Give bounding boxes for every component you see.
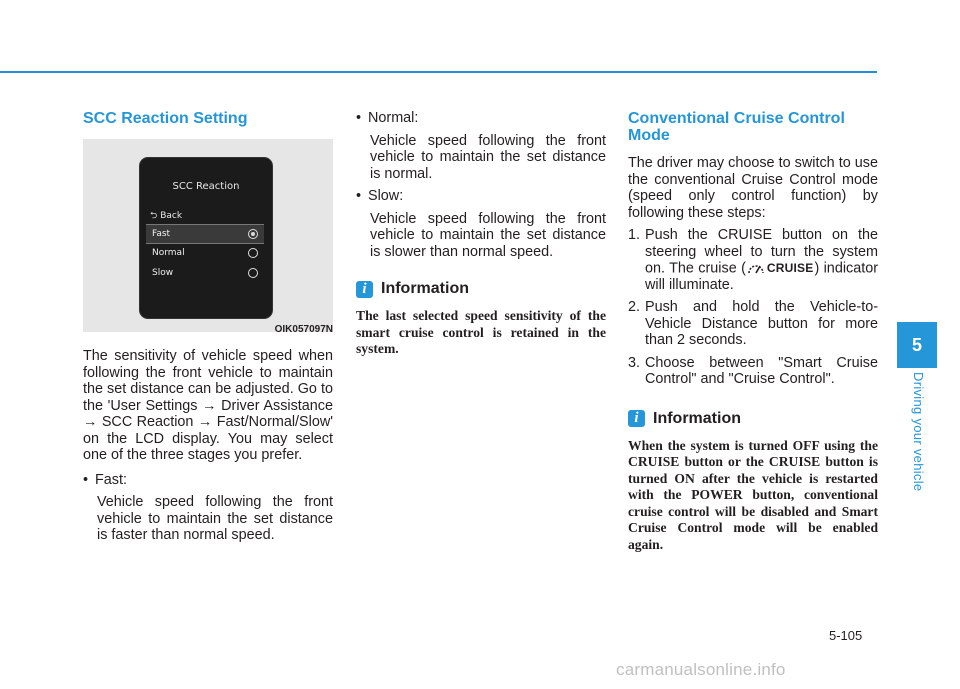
lcd-option-normal	[146, 244, 264, 262]
bullet-label: Fast:	[95, 471, 127, 488]
info-icon: i	[628, 410, 645, 427]
sensitivity-paragraph: The sensitivity of vehicle speed when following the front vehicle to maintain the set distance can be adjusted. Go to the 'User Settings → Driver Assistance → SCC Reaction → Fast/Normal/Slow' on the LCD display. You may select one of the three stages you prefer.	[83, 348, 333, 463]
back-arrow-icon: ⮌	[150, 211, 158, 221]
step-item	[628, 355, 878, 388]
step-number: 1.	[628, 227, 641, 243]
watermark: carmanualsonline.info	[616, 660, 786, 679]
lcd-back	[150, 208, 182, 224]
cruise-icon-word: CRUISE	[766, 261, 814, 275]
lcd-figure	[83, 139, 333, 335]
info-title: Information	[381, 280, 469, 297]
step-text: Choose between "Smart Cruise Control" and "Cruise Control".	[645, 354, 878, 388]
lcd-option-label: Slow	[152, 268, 174, 278]
bullet-label: Slow:	[368, 188, 404, 204]
radio-selected-icon	[248, 229, 258, 239]
info-heading	[628, 410, 878, 428]
middle-column	[356, 110, 606, 358]
lcd-option-label: Fast	[152, 229, 171, 239]
info-text: When the system is turned OFF using the CRUISE button or the CRUISE button is turned ON after the vehicle is restarted with the POWER button, conventional cruise control will be disabled and Smart Cruise Control mode will be enabled again.	[628, 437, 878, 552]
cruise-intro: The driver may choose to switch to use the conventional Cruise Control mode (speed only control function) by following these steps:	[628, 155, 878, 221]
info-title: Information	[653, 409, 741, 427]
right-column	[628, 110, 878, 553]
radio-empty-icon	[248, 268, 258, 278]
chapter-tab: 5	[897, 322, 937, 368]
chapter-label: Driving your vehicle	[911, 372, 926, 492]
lcd-option-label: Normal	[152, 248, 185, 258]
step-text: Push and hold the Vehicle-to-Vehicle Distance button for more than 2 seconds.	[645, 299, 878, 349]
lcd-title: SCC Reaction	[172, 181, 240, 192]
bullet-fast: • Fast:	[83, 471, 127, 488]
cruise-steps	[628, 227, 878, 388]
lcd-back-label: Back	[160, 211, 183, 221]
left-body	[83, 348, 333, 544]
section-heading-scc-reaction: SCC Reaction Setting	[83, 110, 248, 127]
heading-line-1: Conventional Cruise Control	[628, 110, 845, 127]
bullet-slow: • Slow:	[356, 188, 404, 204]
info-heading	[356, 280, 606, 298]
info-icon: i	[356, 281, 373, 298]
figure-code: OIK057097N	[274, 324, 333, 335]
section-heading-conventional-cruise	[628, 110, 878, 144]
radio-empty-icon	[248, 248, 258, 258]
lcd-option-slow	[146, 264, 264, 282]
bullet-normal: • Normal:	[356, 110, 419, 126]
lcd-screen	[140, 158, 272, 318]
step-number: 2.	[628, 299, 641, 316]
step-item	[628, 227, 878, 293]
header-rule	[0, 71, 877, 73]
step-number: 3.	[628, 354, 641, 371]
step-text-before: Push the CRUISE button on the steering wheel to turn the system on. The cruise (	[645, 227, 878, 277]
step-text-after: ) indicator will illuminate.	[645, 260, 879, 293]
page-number: 5-105	[829, 628, 863, 643]
bullet-label: Normal:	[368, 110, 419, 126]
step-item	[628, 299, 878, 349]
info-text: The last selected speed sensitivity of the smart cruise control is retained in the system.	[356, 308, 606, 356]
bullet-slow-text: Vehicle speed following the front vehicle to maintain the set distance is slower than normal speed.	[370, 210, 606, 260]
lcd-option-fast	[146, 224, 264, 244]
bullet-normal-text: Vehicle speed following the front vehicle to maintain the set distance is normal.	[370, 132, 606, 182]
cruise-indicator-icon	[747, 260, 814, 277]
left-column	[83, 110, 333, 127]
heading-line-2: Mode	[628, 127, 670, 144]
bullet-fast-text: Vehicle speed following the front vehicle to maintain the set distance is faster than normal speed.	[97, 494, 333, 543]
